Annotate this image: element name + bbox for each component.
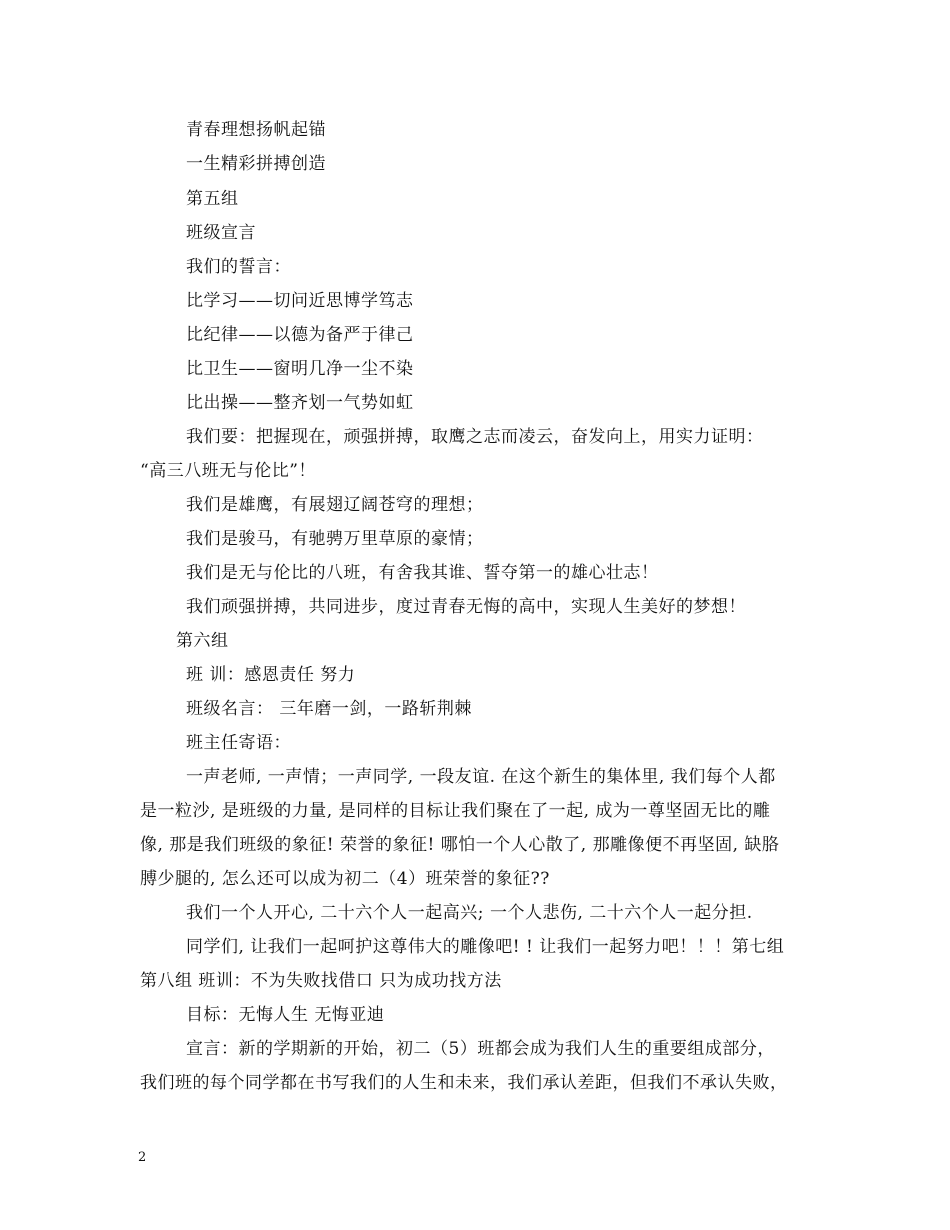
text-line: 比出操——整齐划一气势如虹 bbox=[186, 393, 414, 413]
text-line: 我们是无与伦比的八班，有舍我其谁、誓夺第一的雄心壮志！ bbox=[186, 563, 659, 583]
text-line: 我们班的每个同学都在书写我们的人生和未来，我们承认差距，但我们不承认失败， bbox=[140, 1073, 788, 1093]
text-line: 班主任寄语： bbox=[186, 733, 291, 753]
text-line: 青春理想扬帆起锚 bbox=[186, 120, 326, 140]
text-line: 比卫生——窗明几净一尘不染 bbox=[186, 359, 414, 379]
text-line: 我们是雄鹰，有展翅辽阔苍穹的理想； bbox=[186, 495, 484, 515]
text-line: 一声老师, 一声情；一声同学, 一段友谊. 在这个新生的集体里, 我们每个人都 bbox=[186, 767, 776, 787]
text-line: 是一粒沙, 是班级的力量, 是同样的目标让我们聚在了一起, 成为一尊坚固无比的雕 bbox=[140, 801, 771, 821]
text-line: 一生精彩拼搏创造 bbox=[186, 154, 326, 174]
text-line: “高三八班无与伦比”！ bbox=[140, 461, 316, 481]
page-number: 2 bbox=[138, 1150, 147, 1165]
text-line: 我们顽强拼搏，共同进步，度过青春无悔的高中，实现人生美好的梦想！ bbox=[186, 597, 746, 617]
text-line: 我们的誓言： bbox=[186, 257, 291, 277]
text-line: 班 训：感恩责任 努力 bbox=[186, 665, 356, 685]
section-heading: 第五组 bbox=[186, 189, 239, 209]
text-line: 目标：无悔人生 无悔亚迪 bbox=[186, 1005, 385, 1025]
text-line: 第八组 班训：不为失败找借口 只为成功找方法 bbox=[140, 971, 502, 991]
text-line: 我们是骏马，有驰骋万里草原的豪情； bbox=[186, 529, 484, 549]
text-line: 班级名言： 三年磨一剑，一路斩荆棘 bbox=[186, 699, 472, 719]
section-heading: 第六组 bbox=[176, 631, 229, 651]
text-line: 同学们, 让我们一起呵护这尊伟大的雕像吧! ! 让我们一起努力吧！！！第七组 bbox=[186, 937, 785, 957]
text-line: 宣言：新的学期新的开始，初二（5）班都会成为我们人生的重要组成部分， bbox=[186, 1039, 775, 1059]
text-line: 像, 那是我们班级的象征! 荣誉的象征! 哪怕一个人心散了, 那雕像便不再坚固, 缺胳 bbox=[140, 835, 780, 855]
text-line: 班级宣言 bbox=[186, 223, 256, 243]
text-line: 膊少腿的, 怎么还可以成为初二（4）班荣誉的象征?? bbox=[140, 869, 550, 889]
text-line: 比纪律——以德为备严于律己 bbox=[186, 325, 414, 345]
text-line: 我们一个人开心, 二十六个人一起高兴; 一个人悲伤, 二十六个人一起分担. bbox=[186, 903, 753, 923]
text-line: 比学习——切问近思博学笃志 bbox=[186, 291, 414, 311]
text-line: 我们要：把握现在，顽强拼搏，取鹰之志而凌云，奋发向上，用实力证明： bbox=[186, 427, 764, 447]
